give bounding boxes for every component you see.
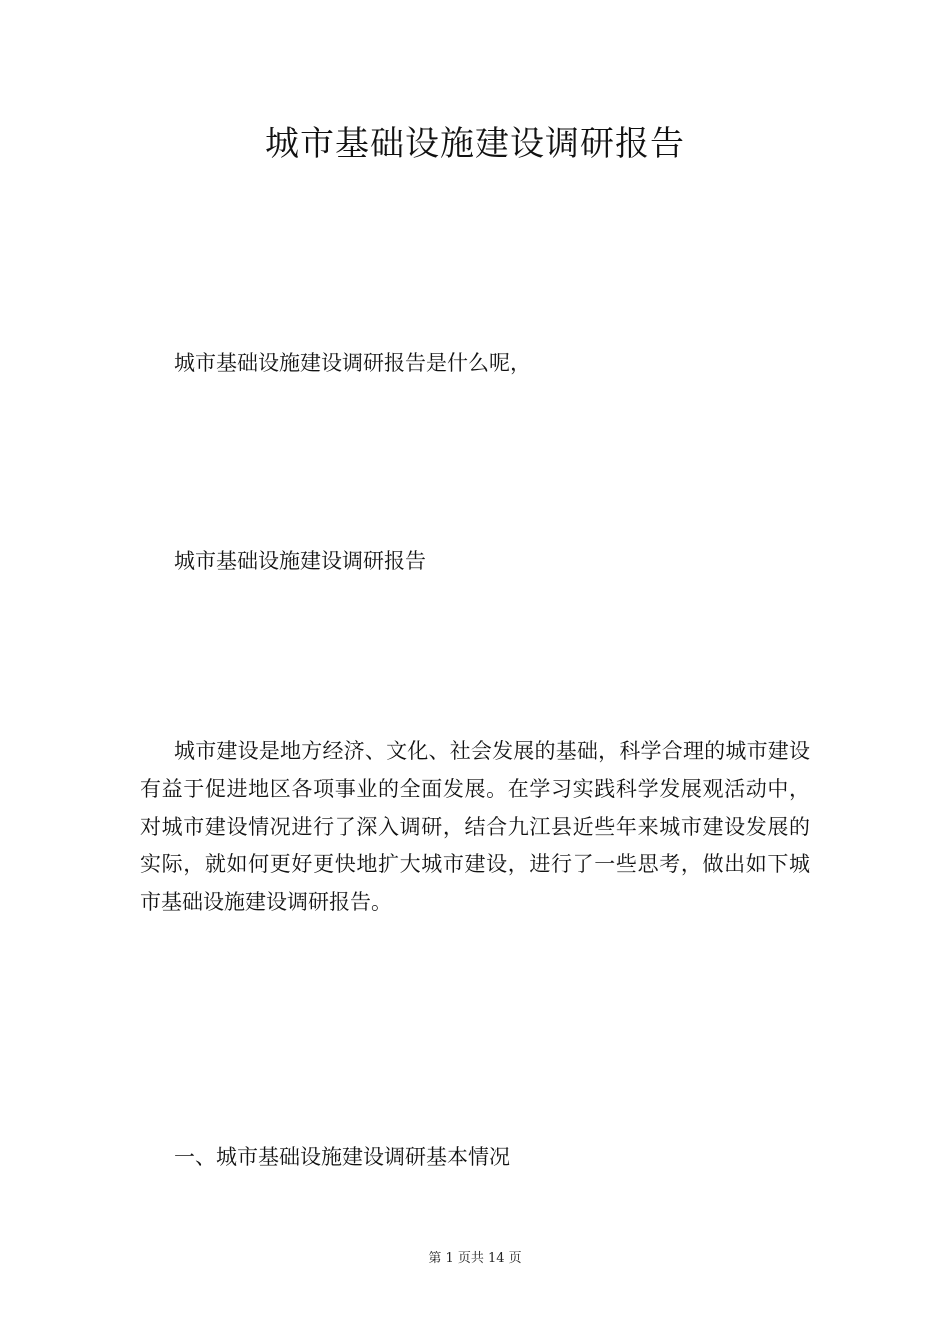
document-title: 城市基础设施建设调研报告: [265, 124, 685, 164]
report-subtitle-paragraph: 城市基础设施建设调研报告: [174, 549, 426, 573]
body-paragraph: 城市建设是地方经济、文化、社会发展的基础，科学合理的城市建设有益于促进地区各项事业的全面发展。在学习实践科学发展观活动中，对城市建设情况进行了深入调研，结合九江县近些年来城市建设发展的实际，就如何更好更快地扩大城市建设，进行了一些思考，做出如下城市基础设施建设调研报告。: [140, 739, 810, 915]
intro-question-paragraph: 城市基础设施建设调研报告是什么呢，: [174, 351, 531, 375]
section-heading: 一、城市基础设施建设调研基本情况: [174, 1145, 510, 1169]
page-number-footer: 第 1 页共 14 页: [428, 1251, 522, 1266]
